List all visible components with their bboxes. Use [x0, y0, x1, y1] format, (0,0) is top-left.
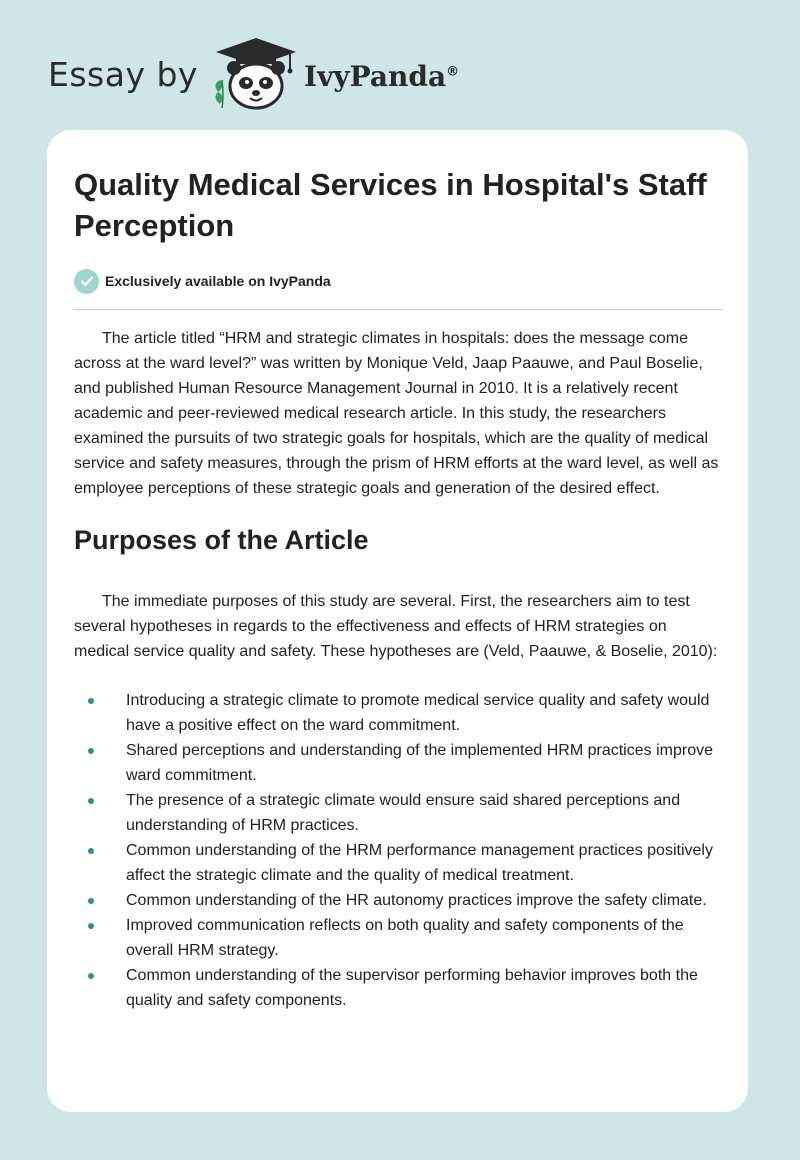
exclusive-label: Exclusively available on IvyPanda: [105, 273, 331, 289]
list-item: The presence of a strategic climate would ensure said shared perceptions and understanding of HRM practices.: [74, 788, 722, 838]
divider: [74, 309, 722, 310]
exclusive-badge: [74, 267, 721, 295]
bullet-icon: [88, 973, 94, 979]
list-item: Introducing a strategic climate to promote medical service quality and safety would have a positive effect on the ward commitment.: [74, 688, 722, 738]
bullet-icon: [88, 698, 94, 704]
list-item: Common understanding of the supervisor performing behavior improves both the quality and safety components.: [74, 963, 722, 1013]
registered-mark: ®: [446, 64, 460, 80]
essay-by-label: Essay by: [48, 54, 198, 94]
bullet-icon: [88, 898, 94, 904]
article-title: Quality Medical Services in Hospital's Staff Perception: [74, 167, 707, 243]
bullet-icon: [88, 848, 94, 854]
section-heading: Purposes of the Article: [74, 525, 369, 555]
hypotheses-list: [74, 688, 722, 1013]
bullet-icon: [88, 748, 94, 754]
site-header: [48, 34, 459, 114]
purposes-paragraph: The immediate purposes of this study are several. First, the researchers aim to test several hypotheses in regards to the effectiveness and effects of HRM strategies on medical service quality and safety. These hypotheses are (Veld, Paauwe, & Boselie, 2010):: [74, 593, 718, 660]
brand-name: IvyPanda®: [303, 59, 460, 93]
list-item: Common understanding of the HR autonomy practices improve the safety climate.: [74, 888, 722, 913]
bullet-icon: [88, 923, 94, 929]
ivypanda-logo-icon: [210, 36, 302, 112]
list-item: Shared perceptions and understanding of the implemented HRM practices improve ward commitment.: [74, 738, 722, 788]
bullet-icon: [88, 798, 94, 804]
list-item: Common understanding of the HRM performance management practices positively affect the strategic climate and the quality of medical treatment.: [74, 838, 722, 888]
intro-paragraph: The article titled “HRM and strategic climates in hospitals: does the message come across at the ward level?” was written by Monique Veld, Jaap Paauwe, and Paul Boselie, and published Human Resource Management Journal in 2010. It is a relatively recent academic and peer-reviewed medical research article. In this study, the researchers examined the pursuits of two strategic goals for hospitals, which are the quality of medical service and safety measures, through the prism of HRM efforts at the ward level, as well as employee perceptions of these strategic goals and generation of the desired effect.: [74, 330, 719, 497]
list-item: Improved communication reflects on both quality and safety components of the overall HRM strategy.: [74, 913, 722, 963]
article-card: [47, 130, 748, 1112]
checkmark-icon: [74, 269, 99, 294]
